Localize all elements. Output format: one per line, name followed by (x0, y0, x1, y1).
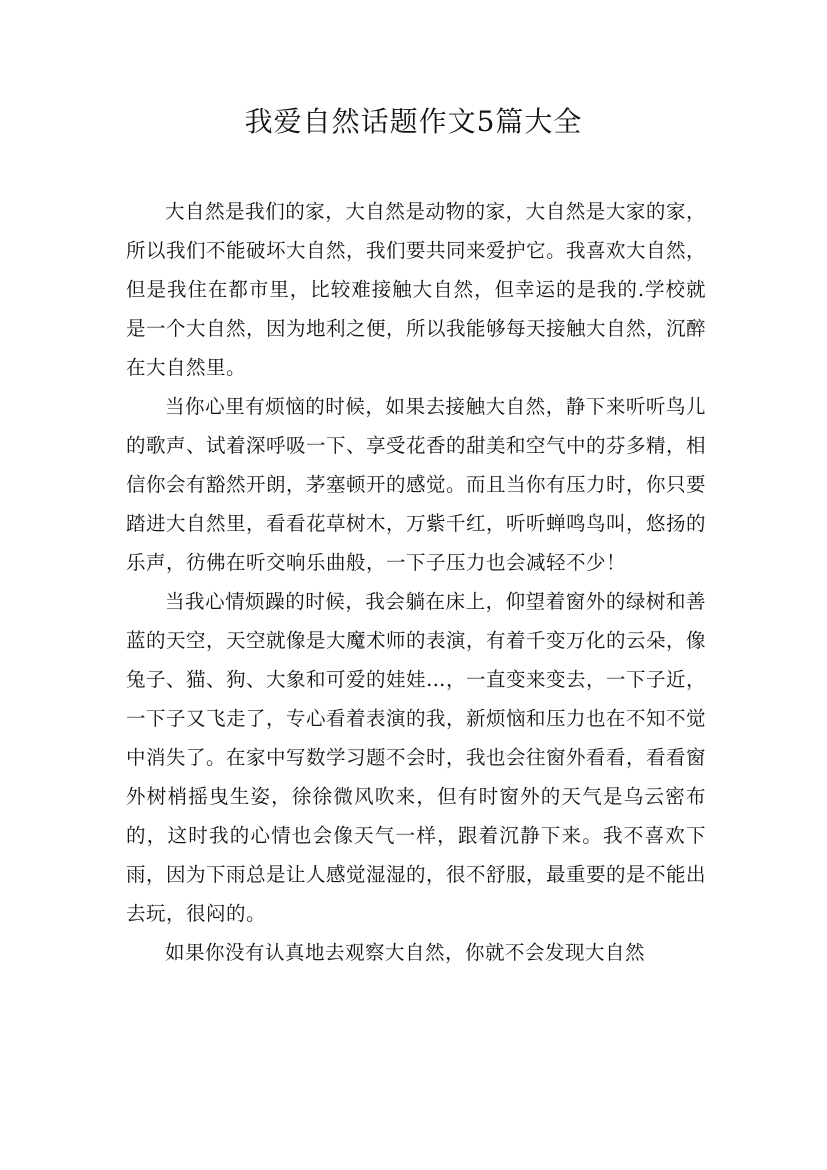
paragraph-4: 如果你没有认真地去观察大自然，你就不会发现大自然 (165, 941, 646, 964)
document-title: 我爱自然话题作文5篇大全 (244, 105, 583, 138)
paragraph-1: 大自然是我们的家，大自然是动物的家，大自然是大家的家，所以我们不能破坏大自然，我们要共同来爱护它。我喜欢大自然，但是我住在都市里，比较难接触大自然，但幸运的是我的.学校就是一个大自然，因为地利之便，所以我能够每天接触大自然，沉醉在大自然里。 (126, 200, 707, 379)
paragraph-3: 当我心情烦躁的时候，我会躺在床上，仰望着窗外的绿树和善蓝的天空，天空就像是大魔术师的表演，有着千变万化的云朵，像兔子、猫、狗、大象和可爱的娃娃…，一直变来变去，一下子近，一下子又飞走了，专心看着表演的我，新烦恼和压力也在不知不觉中消失了。在家中写数学习题不会时，我也会往窗外看看，看看窗外树梢摇曳生姿，徐徐微风吹来，但有时窗外的天气是乌云密布的，这时我的心情也会像天气一样，跟着沉静下来。我不喜欢下雨，因为下雨总是让人感觉湿湿的，很不舒服，最重要的是不能出去玩，很闷的。 (126, 590, 707, 925)
paragraph-2: 当你心里有烦恼的时候，如果去接触大自然，静下来听听鸟儿的歌声、试着深呼吸一下、享受花香的甜美和空气中的芬多精，相信你会有豁然开朗，茅塞顿开的感觉。而且当你有压力时，你只要踏进大自然里，看看花草树木，万紫千红，听听蝉鸣鸟叫，悠扬的乐声，彷佛在听交响乐曲般，一下子压力也会减轻不少！ (126, 395, 707, 574)
document-body (126, 192, 706, 972)
